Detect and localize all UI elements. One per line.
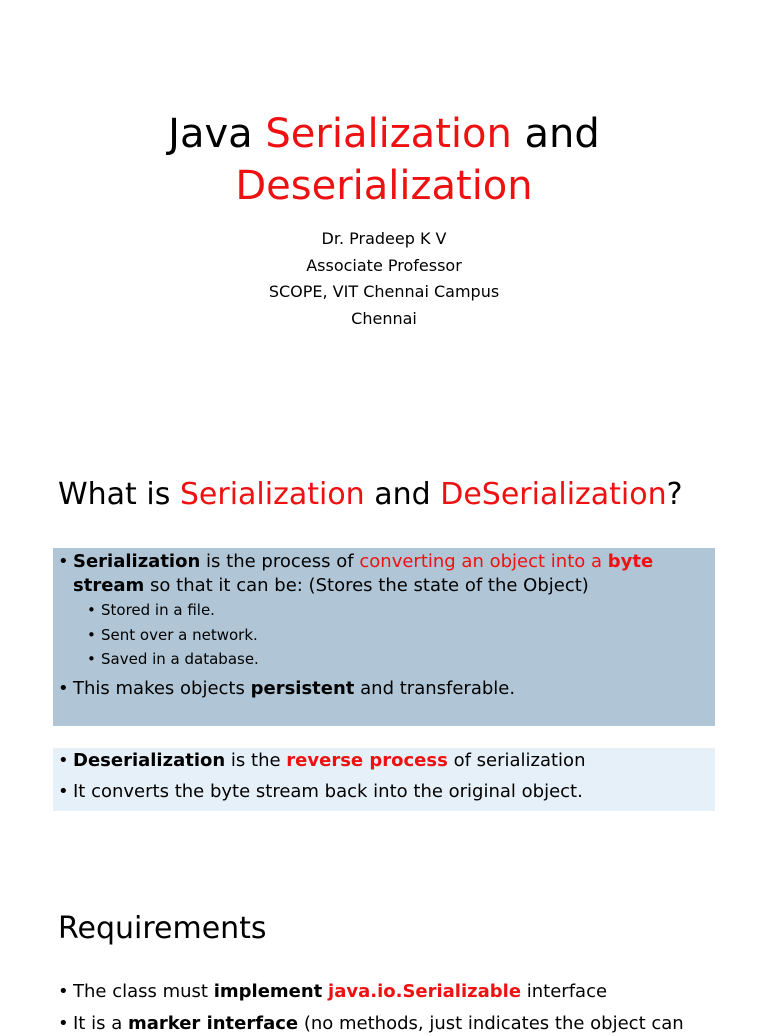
heading-question-mark: ? — [666, 477, 683, 512]
title-line-2 — [0, 160, 768, 212]
author-name: Dr. Pradeep K V — [321, 229, 447, 248]
requirement-item — [53, 1012, 753, 1036]
bullet-text: is the — [230, 750, 281, 771]
heading-text: and — [374, 477, 431, 512]
title-java: Java — [168, 111, 253, 157]
bullet-converts-back: • It converts the byte stream back into the original object. — [53, 780, 715, 804]
heading-serialization: Serialization — [179, 477, 365, 512]
bullet-text: so that it can be: (Stores the state of the Object) — [150, 575, 589, 596]
bullet-text: The class must — [73, 981, 208, 1002]
sub-bullet: • Sent over a network. — [53, 623, 715, 648]
bullet-text: interface — [526, 981, 608, 1002]
bullet-text: and transferable. — [360, 677, 516, 699]
deserialization-box — [53, 748, 715, 811]
heading-text: What is — [58, 477, 171, 512]
sub-bullet: • Stored in a file. — [53, 598, 715, 623]
author-block — [0, 226, 768, 332]
sub-bullet: • Saved in a database. — [53, 647, 715, 672]
bold-text: stream — [73, 575, 145, 596]
highlight-bold-text: byte — [607, 551, 654, 572]
bold-text: marker interface — [127, 1013, 299, 1034]
bullet-text: (no methods, just indicates the object can — [303, 1013, 684, 1034]
bullet-deserialization-definition — [53, 749, 715, 773]
bullet-text: is the process of — [206, 551, 354, 572]
bold-text: implement — [213, 981, 323, 1002]
bullet-persistent — [53, 677, 715, 701]
author-institution: SCOPE, VIT Chennai Campus — [268, 282, 500, 301]
bold-text: persistent — [250, 677, 355, 699]
requirements-list — [53, 980, 753, 1036]
bullet-continuation — [53, 574, 715, 598]
bullet-serialization-definition — [53, 550, 715, 574]
slide-title — [0, 108, 768, 212]
section-heading-requirements: Requirements — [58, 911, 267, 946]
requirement-item — [53, 980, 753, 1004]
section-heading-what-is — [58, 476, 683, 514]
highlight-text: converting an object into a — [359, 551, 603, 572]
term-deserialization: Deserialization — [73, 750, 226, 771]
heading-deserialization: DeSerialization — [440, 477, 667, 512]
title-line-1 — [0, 108, 768, 160]
bullet-text: of serialization — [453, 750, 586, 771]
title-and: and — [524, 111, 600, 157]
term-serialization: Serialization — [73, 551, 201, 572]
bullet-text: This makes objects — [73, 677, 245, 699]
highlight-bold-text: java.io.Serializable — [328, 981, 522, 1002]
author-city: Chennai — [351, 308, 417, 328]
author-position: Associate Professor — [306, 255, 462, 275]
title-serialization: Serialization — [265, 111, 512, 157]
serialization-box — [53, 548, 715, 726]
highlight-bold-text: reverse process — [286, 750, 448, 771]
bullet-text: It is a — [73, 1013, 123, 1034]
title-deserialization: Deserialization — [235, 163, 533, 209]
